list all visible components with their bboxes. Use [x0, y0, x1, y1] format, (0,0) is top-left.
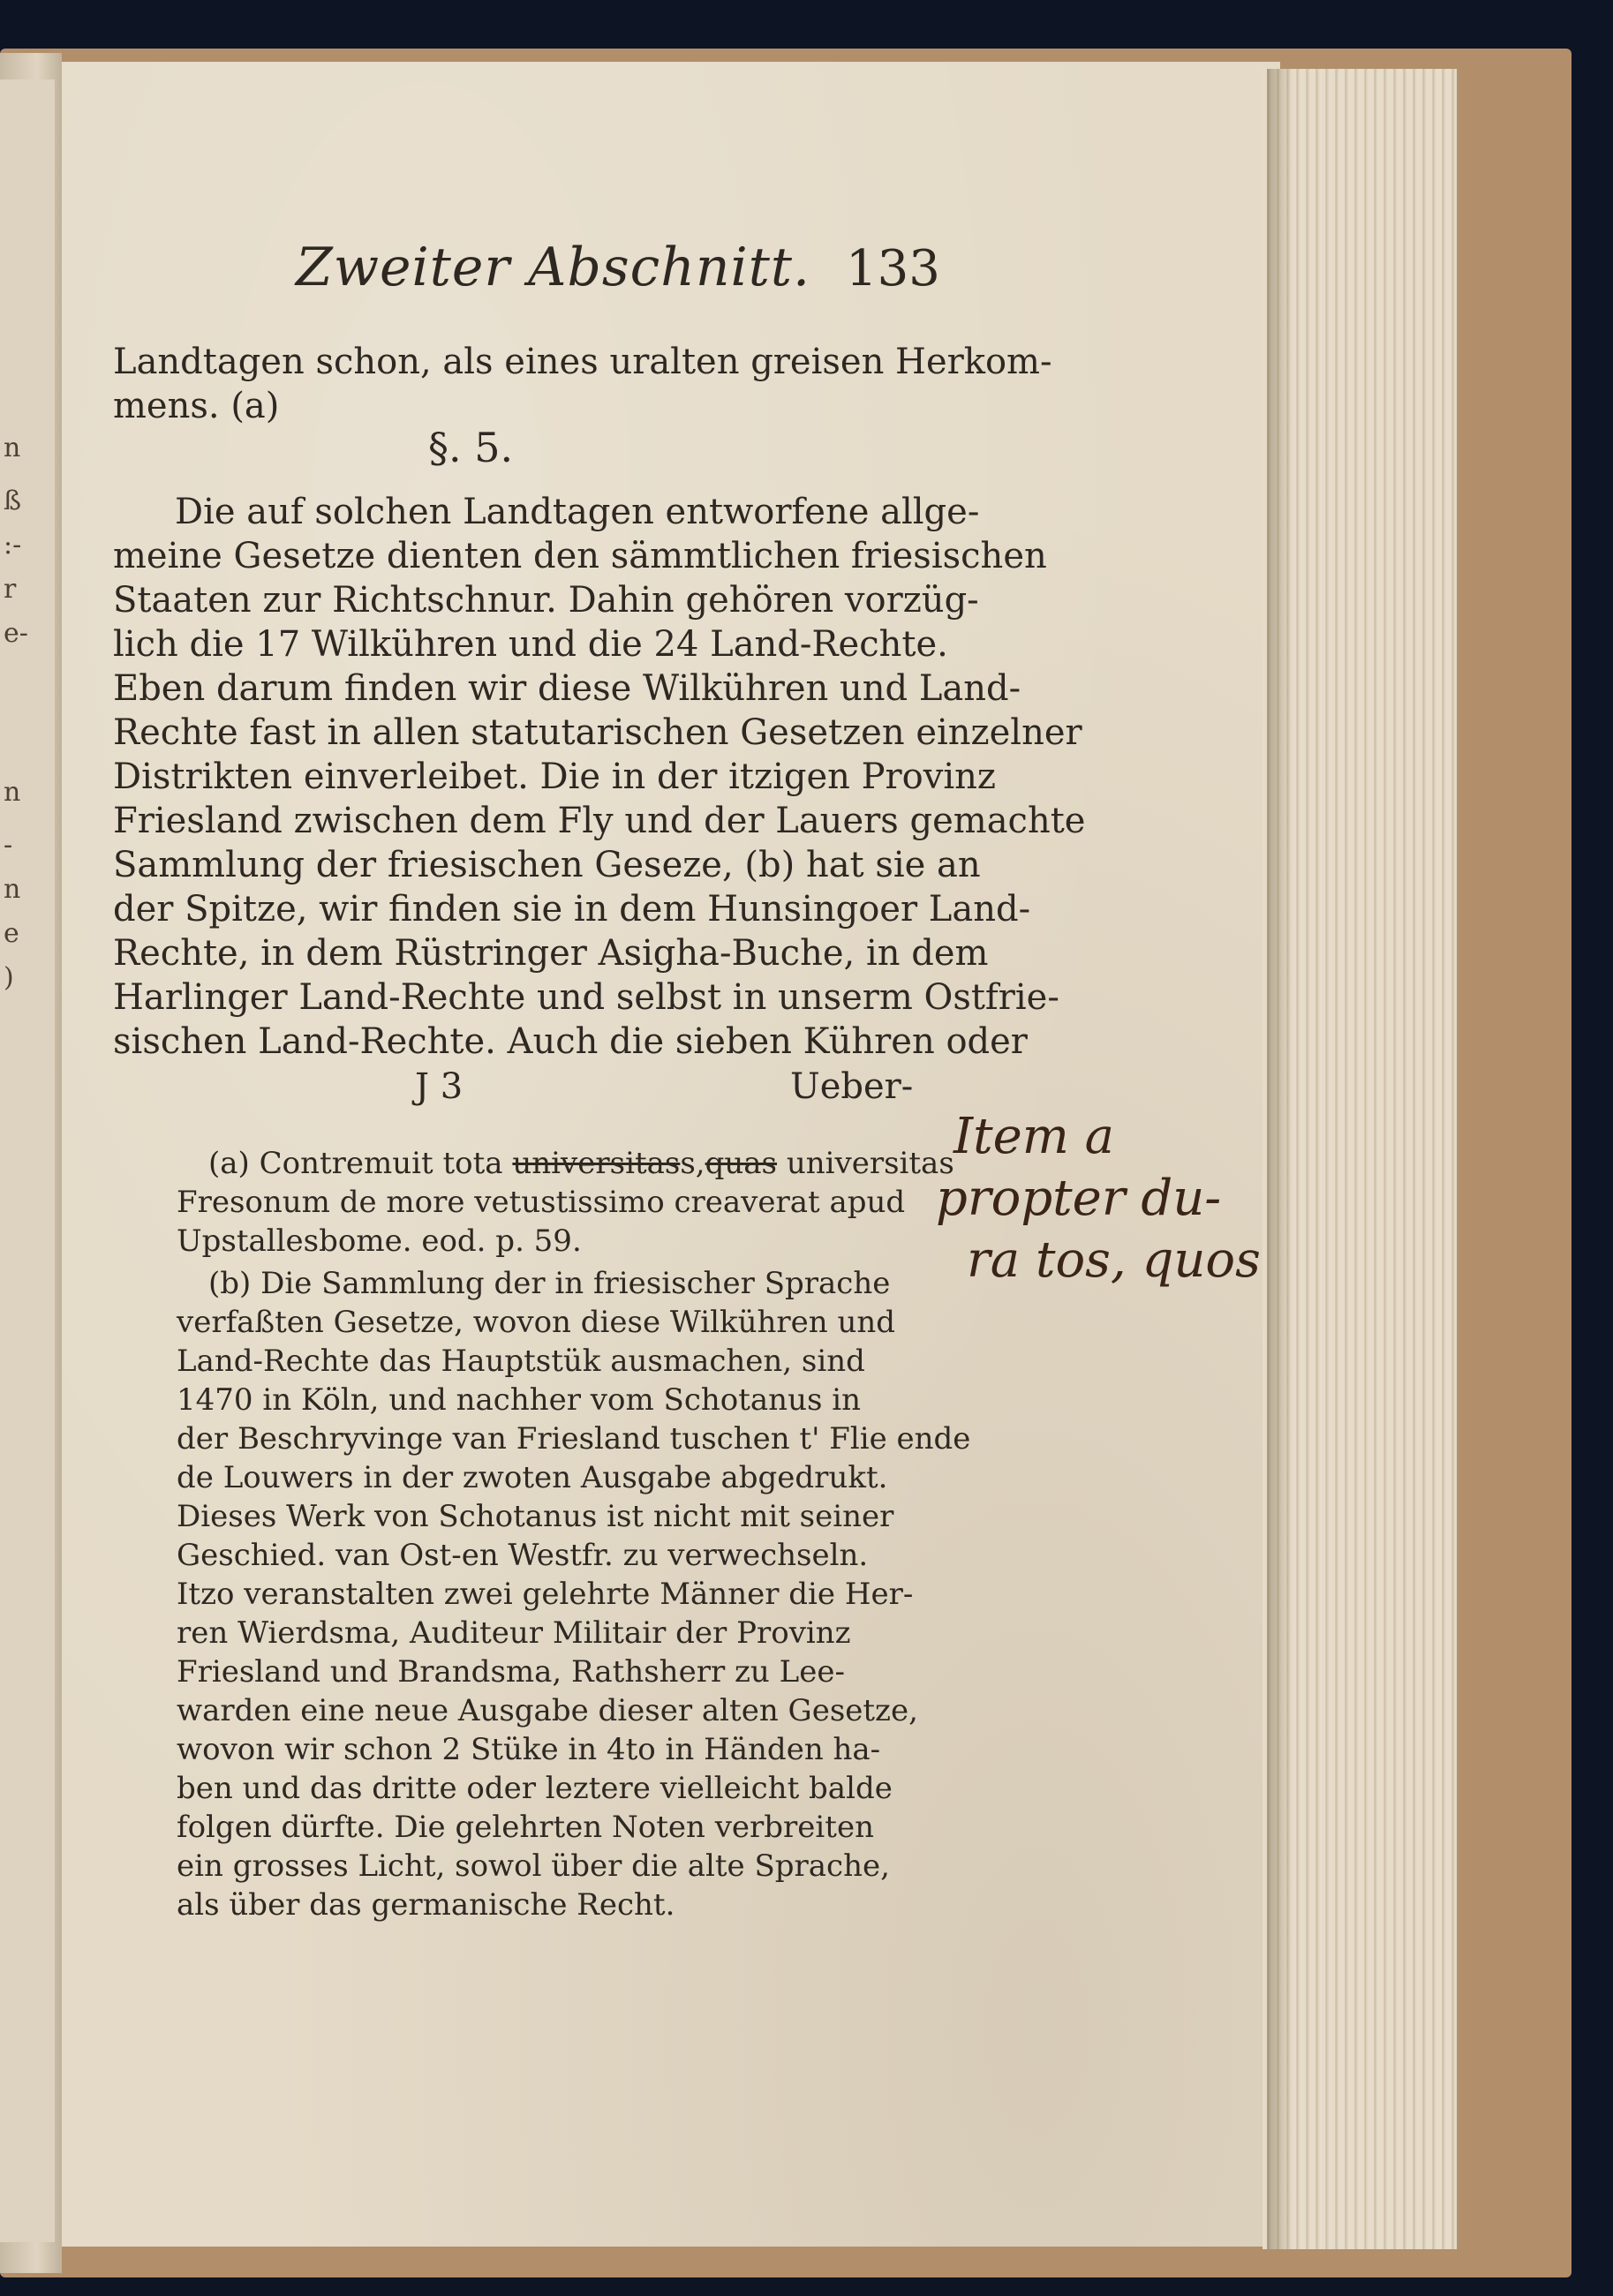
footnote-b-line: folgen dürfte. Die gelehrten Noten verbreiten	[177, 1810, 874, 1845]
page-number: 133	[846, 240, 940, 297]
page-edges-shadow	[1267, 69, 1293, 2249]
body-line: mens. (a)	[113, 386, 280, 426]
section-mark: §. 5.	[428, 424, 514, 471]
struck-word: universitas	[512, 1146, 681, 1181]
footnote-b-line: Itzo veranstalten zwei gelehrte Männer die Her-	[177, 1577, 914, 1612]
footnote-b-line: ein grosses Licht, sowol über die alte Sprache,	[177, 1848, 890, 1884]
catchword: Ueber-	[790, 1066, 914, 1107]
body-line: Sammlung der friesischen Geseze, (b) hat sie an	[113, 845, 981, 885]
footnote-b-line: de Louwers in der zwoten Ausgabe abgedrukt.	[177, 1460, 888, 1495]
footnote-b-line: ren Wierdsma, Auditeur Militair der Provinz	[177, 1615, 851, 1651]
footnote-b-line: Geschied. van Ost-en Westfr. zu verwechseln.	[177, 1538, 869, 1573]
footnote-a-line: Upstallesbome. eod. p. 59.	[177, 1223, 582, 1259]
body-line: Distrikten einverleibet. Die in der itzigen Provinz	[113, 757, 996, 797]
footnote-a-line: (a) Contremuit tota universitass,quas universitas	[208, 1146, 954, 1181]
body-line: Harlinger Land-Rechte und selbst in unserm Ostfrie-	[113, 977, 1059, 1018]
body-line: Landtagen schon, als eines uralten greisen Herkom-	[113, 342, 1052, 382]
footnote-b-line: wovon wir schon 2 Stüke in 4to in Händen ha-	[177, 1732, 881, 1767]
body-line: Die auf solchen Landtagen entworfene allge-	[175, 492, 980, 532]
footnote-b-line: Dieses Werk von Schotanus ist nicht mit seiner	[177, 1499, 894, 1534]
marginal-annotation-line: Item a	[953, 1108, 1115, 1165]
body-line: Eben darum finden wir diese Wilkühren und Land-	[113, 668, 1021, 709]
facing-page-fragment: n ß :- r e- n - n e )	[0, 79, 55, 2242]
footnote-b-line: ben und das dritte oder leztere vielleicht balde	[177, 1771, 893, 1806]
body-line: der Spitze, wir finden sie in dem Hunsingoer Land-	[113, 889, 1031, 930]
footnote-b-line: Land-Rechte das Hauptstük ausmachen, sind	[177, 1344, 865, 1379]
footnote-b-line: warden eine neue Ausgabe dieser alten Gesetze,	[177, 1693, 918, 1728]
marginal-annotation-line: propter du-	[936, 1170, 1222, 1227]
footnote-b-line: 1470 in Köln, und nachher vom Schotanus in	[177, 1382, 861, 1418]
marginal-annotation-line: ra tos, quos	[967, 1231, 1261, 1289]
footnote-b-line: als über das germanische Recht.	[177, 1887, 675, 1923]
body-line: meine Gesetze dienten den sämmtlichen friesischen	[113, 536, 1047, 576]
body-line: sischen Land-Rechte. Auch die sieben Kühren oder	[113, 1021, 1028, 1062]
footnote-a-line: Fresonum de more vetustissimo creaverat apud	[177, 1185, 906, 1220]
footnote-b-line: der Beschryvinge van Friesland tuschen t' Flie ende	[177, 1421, 971, 1457]
body-line: Friesland zwischen dem Fly und der Lauers gemachte	[113, 801, 1086, 841]
body-line: lich die 17 Wilkühren und die 24 Land-Rechte.	[113, 624, 948, 665]
body-line: Rechte, in dem Rüstringer Asigha-Buche, in dem	[113, 933, 989, 974]
struck-word: quas	[705, 1146, 778, 1181]
footnote-b-line: Friesland und Brandsma, Rathsherr zu Lee-	[177, 1654, 845, 1690]
running-header: Zweiter Abschnitt.	[296, 237, 811, 298]
body-line: Staaten zur Richtschnur. Dahin gehören vorzüg-	[113, 580, 979, 621]
body-line: Rechte fast in allen statutarischen Gesetzen einzelner	[113, 712, 1082, 753]
signature-mark: J 3	[415, 1066, 464, 1107]
footnote-b-line: verfaßten Gesetze, wovon diese Wilkühren und	[177, 1305, 896, 1340]
footnote-b-line: (b) Die Sammlung der in friesischer Sprache	[208, 1266, 891, 1301]
